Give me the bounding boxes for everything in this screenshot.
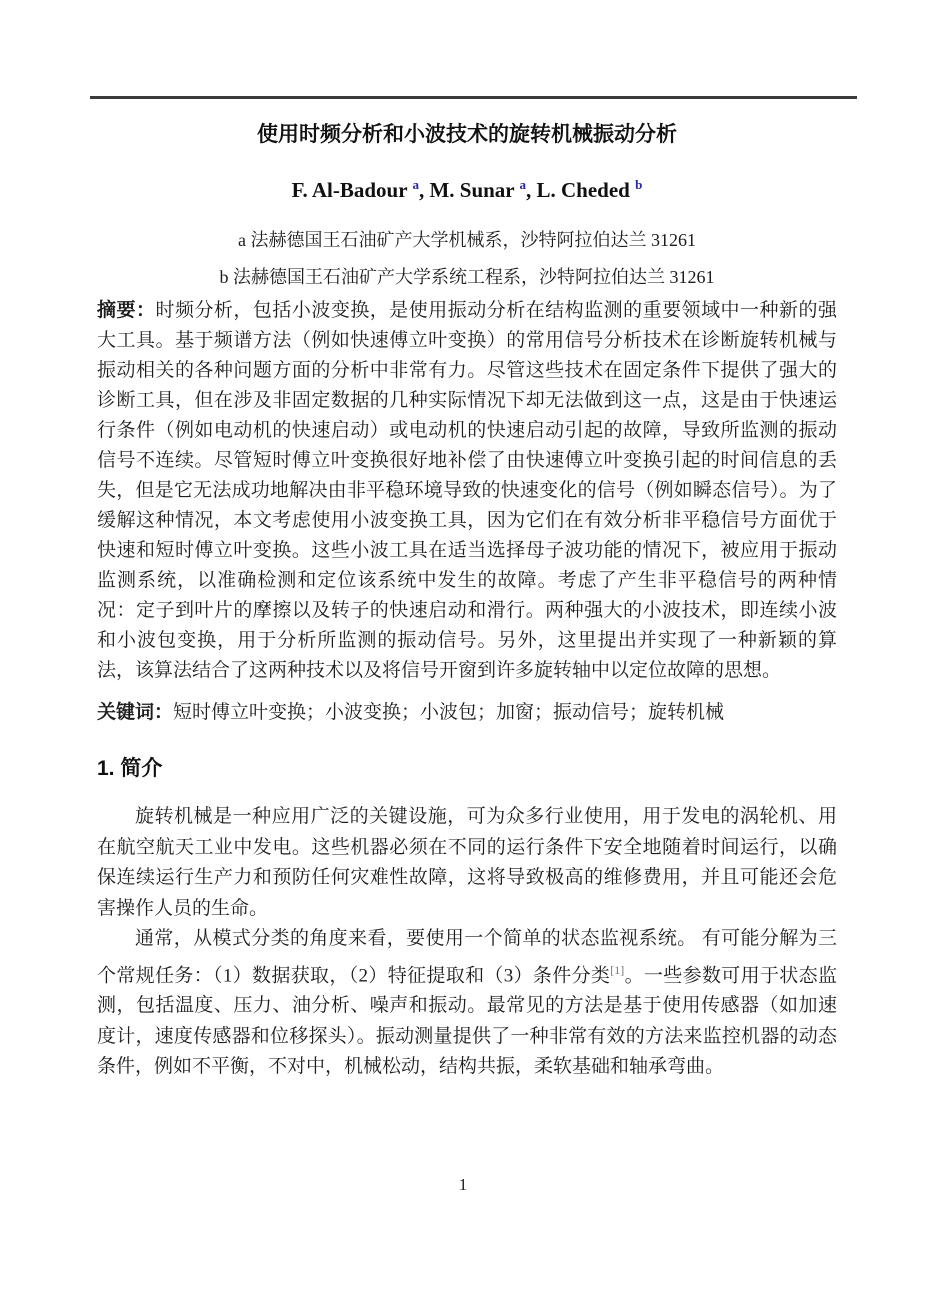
keywords-line [97,698,837,728]
keywords-text: 短时傅立叶变换；小波变换；小波包；加窗；振动信号；旋转机械 [173,702,725,723]
intro-paragraph-2-text-after-ref: 。一些参数可用于状态监测，包括温度、压力、油分析、噪声和振动。最常见的方法是基于使用传感器（如加速度计，速度传感器和位移探头）。振动测量提供了一种非常有效的方法来监控机器的动态条件，例如不平衡，不对中，机械松动，结构共振，柔软基础和轴承弯曲。 [97,964,837,1078]
abstract-paragraph [97,296,837,686]
intro-paragraph-1: 旋转机械是一种应用广泛的关键设施，可为众多行业使用，用于发电的涡轮机、用在航空航天工业中发电。这些机器必须在不同的运行条件下安全地随着时间运行，以确保连续运行生产力和预防任何灾难性故障，这将导致极高的维修费用，并且可能还会危害操作人员的生命。 [97,806,837,919]
section-heading-introduction: 1. 简介 [97,757,163,780]
intro-paragraph-2-text-before-ref: 通常，从模式分类的角度来看，要使用一个简单的状态监视系统。 有可能分解为三个常规任务：（1）数据获取，（2）特征提取和（3）条件分类 [97,928,837,986]
intro-paragraph-2 [97,924,837,1083]
citation-ref-1: [1] [610,962,625,977]
author-3-name: , L. Cheded [526,178,636,202]
affiliations [97,222,837,296]
author-3-affiliation-superscript: b [635,177,643,192]
abstract-text: 时频分析，包括小波变换，是使用振动分析在结构监测的重要领域中一种新的强大工具。基于频谱方法（例如快速傅立叶变换）的常用信号分析技术在诊断旋转机械与振动相关的各种问题方面的分析中非常有力。尽管这些技术在固定条件下提供了强大的诊断工具，但在涉及非固定数据的几种实际情况下却无法做到这一点，这是由于快速运行条件（例如电动机的快速启动）或电动机的快速启动引起的故障，导致所监测的振动信号不连续。尽管短时傅立叶变换很好地补偿了由快速傅立叶变换引起的时间信息的丢失，但是它无法成功地解决由非平稳环境导致的快速变化的信号（例如瞬态信号）。为了缓解这种情况，本文考虑使用小波变换工具，因为它们在有效分析非平稳信号方面优于快速和短时傅立叶变换。这些小波工具在适当选择母子波功能的情况下，被应用于振动监测系统，以准确检测和定位该系统中发生的故障。考虑了产生非平稳信号的两种情况：定子到叶片的摩擦以及转子的快速启动和滑行。两种强大的小波技术，即连续小波和小波包变换，用于分析所监测的振动信号。另外，这里提出并实现了一种新颖的算法，该算法结合了这两种技术以及将信号开窗到许多旋转轴中以定位故障的思想。 [97,300,837,681]
affiliation-line-a: a 法赫德国王石油矿产大学机械系，沙特阿拉伯达兰 31261 [238,230,696,250]
author-1-affiliation-superscript: a [412,177,419,192]
affiliation-line-b: b 法赫德国王石油矿产大学系统工程系，沙特阿拉伯达兰 31261 [219,267,715,287]
author-3 [526,178,642,202]
paper-title: 使用时频分析和小波技术的旋转机械振动分析 [257,123,677,146]
author-1-name: F. Al-Badour [291,178,413,202]
page-number: 1 [458,1175,468,1194]
author-line [97,170,837,205]
header-rule [90,96,857,99]
abstract-label: 摘要： [97,300,156,321]
author-2-name: , M. Sunar [418,178,520,202]
keywords-label: 关键词： [97,702,174,723]
author-2 [419,178,526,202]
author-2-affiliation-superscript: a [519,177,526,192]
author-1 [292,178,419,202]
